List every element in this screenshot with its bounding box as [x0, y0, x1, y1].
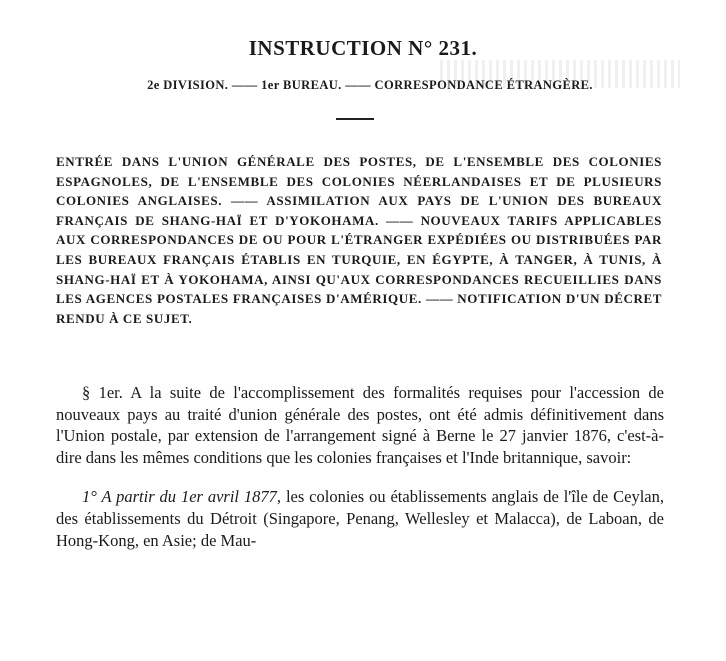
division-header: 2e DIVISION. —— 1er BUREAU. —— CORRESPONDANCE ÉTRANGÈRE. [147, 78, 593, 92]
paragraph-1: § 1er. A la suite de l'accomplissement des formalités requises pour l'accession de nouveaux pays au traité d'union générale des postes, ont été admis définitivement dans l'Union postale, par extension de l'arrangement signé à Berne le 27 janvier 1876, c'est-à-dire dans les mêmes conditions que les colonies françaises et l'Inde britannique, savoir: [56, 383, 664, 467]
paragraph-2 [56, 486, 664, 551]
section-divider [336, 118, 374, 120]
summary-block [56, 152, 662, 328]
paragraph-2-rest: les colonies ou établissements anglais de l'île de Ceylan, des établissements du Détroit (Singapore, Penang, Wellesley et Malacca), de Laboan, de Hong-Kong, en Asie; de Mau- [56, 487, 665, 550]
summary-text: ENTRÉE DANS L'UNION GÉNÉRALE DES POSTES, DE L'ENSEMBLE DES COLONIES ESPAGNOLES, DE L'ENSEMBLE DES COLONIES NÉERLANDAISES ET DE PLUSIEURS COLONIES ANGLAISES. —— ASSIMILATION AUX PAYS DE L'UNION DES BUREAUX FRANÇAIS DE SHANG-HAÏ ET D'YOKOHAMA. —— NOUVEAUX TARIFS APPLICABLES AUX CORRESPONDANCES DE OU POUR L'ÉTRANGER EXPÉDIÉES OU DISTRIBUÉES PAR LES BUREAUX FRANÇAIS ÉTABLIS EN TURQUIE, EN ÉGYPTE, À TANGER, À TUNIS, À SHANG-HAÏ ET À YOKOHAMA, AINSI QU'AUX CORRESPONDANCES RECUEILLIES DANS LES AGENCES POSTALES FRANÇAISES D'AMÉRIQUE. —— NOTIFICATION D'UN DÉCRET RENDU À CE SUJET. [56, 154, 662, 326]
paragraph-2-lead: 1° A partir du 1er avril 1877, [82, 487, 282, 507]
body-text [56, 382, 664, 551]
page-title: INSTRUCTION N° 231. [248, 36, 478, 60]
